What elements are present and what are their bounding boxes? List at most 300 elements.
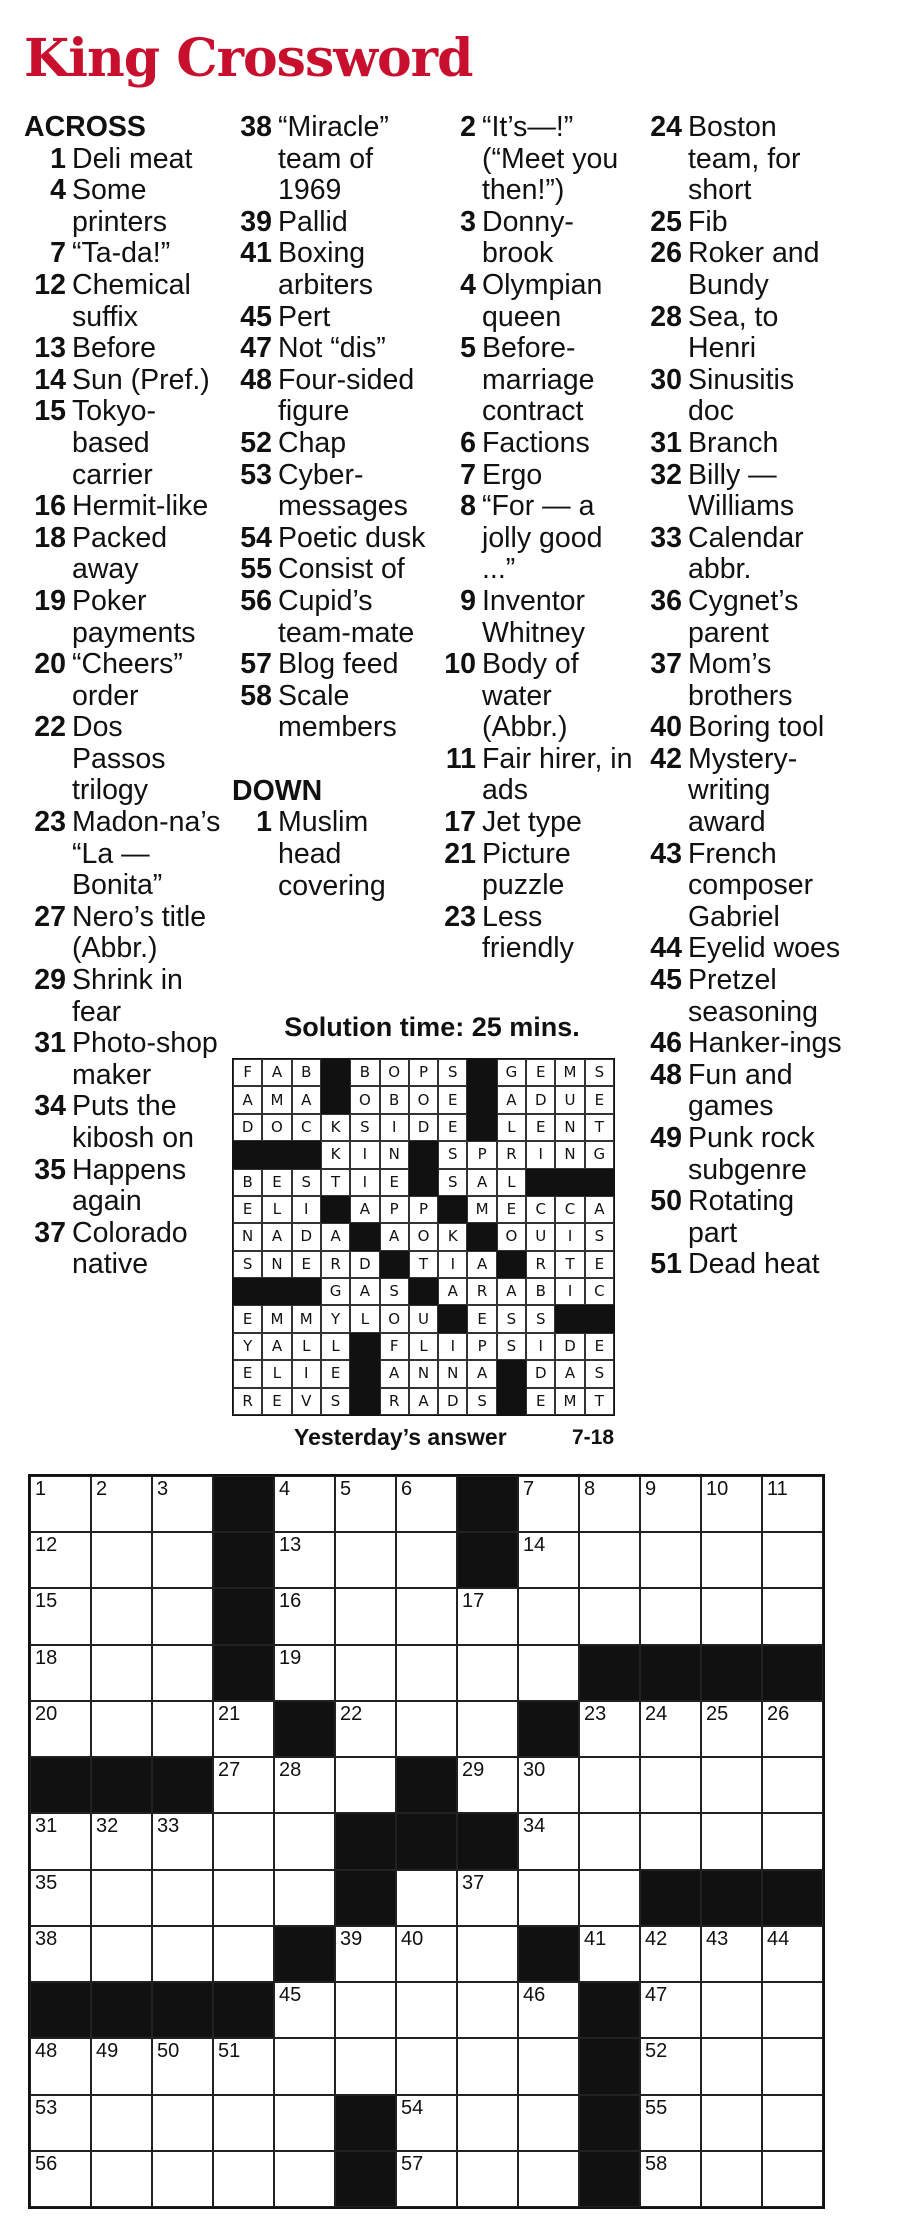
across-clue[interactable] bbox=[24, 238, 224, 270]
grid-black-square bbox=[457, 1813, 518, 1869]
clue-number: 31 bbox=[34, 1027, 66, 1060]
grid-cell[interactable] bbox=[274, 1757, 335, 1813]
grid-cell[interactable] bbox=[152, 1645, 213, 1701]
clue-number: 23 bbox=[34, 806, 66, 839]
grid-cell[interactable] bbox=[213, 1701, 274, 1757]
clue-number: 42 bbox=[650, 742, 682, 775]
cell-number: 43 bbox=[706, 1927, 729, 1950]
cell-number: 37 bbox=[462, 1871, 485, 1894]
down-clue[interactable] bbox=[436, 491, 636, 586]
grid-cell[interactable] bbox=[579, 1926, 640, 1982]
answer-letter: C bbox=[526, 1196, 555, 1223]
grid-cell[interactable] bbox=[396, 1926, 457, 1982]
grid-cell[interactable] bbox=[640, 1588, 701, 1644]
across-clue[interactable] bbox=[24, 586, 224, 649]
answer-letter: S bbox=[497, 1305, 526, 1332]
down-clue[interactable] bbox=[436, 428, 636, 460]
grid-cell[interactable] bbox=[457, 2151, 518, 2207]
grid-cell[interactable] bbox=[396, 1476, 457, 1532]
grid-cell[interactable] bbox=[518, 2151, 579, 2207]
across-clue[interactable] bbox=[232, 238, 432, 301]
grid-cell[interactable] bbox=[152, 1813, 213, 1869]
grid-cell[interactable] bbox=[518, 1813, 579, 1869]
across-clue[interactable] bbox=[24, 902, 224, 965]
grid-cell[interactable] bbox=[579, 1813, 640, 1869]
clue-number: 11 bbox=[445, 742, 476, 775]
answer-letter: D bbox=[526, 1360, 555, 1387]
yesterday-answer-date: 7-18 bbox=[572, 1426, 615, 1449]
grid-cell[interactable] bbox=[91, 2151, 152, 2207]
grid-cell[interactable] bbox=[640, 1476, 701, 1532]
grid-cell[interactable] bbox=[640, 1532, 701, 1588]
grid-cell[interactable] bbox=[30, 2095, 91, 2151]
across-clue[interactable] bbox=[232, 523, 432, 555]
clue-number: 23 bbox=[444, 900, 476, 933]
answer-letter: T bbox=[409, 1251, 438, 1278]
cell-number: 20 bbox=[35, 1702, 58, 1725]
across-clue[interactable] bbox=[24, 965, 224, 1028]
answer-letter: B bbox=[526, 1278, 555, 1305]
grid-cell[interactable] bbox=[579, 1476, 640, 1532]
grid-cell[interactable] bbox=[762, 1757, 823, 1813]
clue-text: Tokyo-based carrier bbox=[72, 395, 156, 491]
grid-black-square bbox=[518, 1926, 579, 1982]
clue-text: “Cheers” order bbox=[72, 648, 183, 712]
answer-letter: E bbox=[526, 1114, 555, 1141]
grid-cell[interactable] bbox=[701, 1588, 762, 1644]
down-clue[interactable] bbox=[642, 523, 842, 586]
grid-black-square bbox=[396, 1813, 457, 1869]
across-clue[interactable] bbox=[24, 807, 224, 902]
grid-cell[interactable] bbox=[335, 1701, 396, 1757]
down-clue[interactable] bbox=[436, 586, 636, 649]
grid-cell[interactable] bbox=[152, 1870, 213, 1926]
grid-cell[interactable] bbox=[396, 1701, 457, 1757]
across-clue[interactable] bbox=[232, 112, 432, 207]
grid-cell[interactable] bbox=[701, 2038, 762, 2094]
answer-letter: M bbox=[262, 1305, 291, 1332]
down-clue[interactable] bbox=[642, 712, 842, 744]
clue-text: Mystery-writing award bbox=[688, 742, 798, 839]
clue-number: 1 bbox=[50, 142, 66, 175]
grid-cell[interactable] bbox=[152, 1588, 213, 1644]
grid-cell[interactable] bbox=[213, 2151, 274, 2207]
clue-text: Eyelid woes bbox=[688, 932, 841, 965]
grid-cell[interactable] bbox=[213, 2038, 274, 2094]
grid-black-square bbox=[640, 1870, 701, 1926]
crossword-grid[interactable] bbox=[28, 1474, 825, 2209]
grid-cell[interactable] bbox=[579, 1870, 640, 1926]
across-clue[interactable] bbox=[232, 460, 432, 523]
grid-cell[interactable] bbox=[335, 2038, 396, 2094]
grid-cell[interactable] bbox=[701, 1982, 762, 2038]
grid-cell[interactable] bbox=[91, 1926, 152, 1982]
answer-letter: E bbox=[233, 1305, 262, 1332]
grid-cell[interactable] bbox=[518, 2038, 579, 2094]
down-clue[interactable] bbox=[436, 112, 636, 207]
across-clue[interactable] bbox=[24, 649, 224, 712]
grid-cell[interactable] bbox=[457, 1588, 518, 1644]
clue-number: 25 bbox=[650, 205, 682, 238]
across-clue[interactable] bbox=[232, 302, 432, 334]
across-clue[interactable] bbox=[24, 365, 224, 397]
clue-number: 55 bbox=[240, 553, 272, 586]
cell-number: 42 bbox=[645, 1927, 668, 1950]
down-clue[interactable] bbox=[642, 1186, 842, 1249]
down-clue[interactable] bbox=[642, 428, 842, 460]
grid-cell[interactable] bbox=[152, 1701, 213, 1757]
answer-letter: E bbox=[438, 1114, 467, 1141]
grid-cell[interactable] bbox=[762, 1982, 823, 2038]
grid-cell[interactable] bbox=[91, 1701, 152, 1757]
down-clue[interactable] bbox=[436, 333, 636, 428]
grid-cell[interactable] bbox=[762, 1476, 823, 1532]
answer-black-square bbox=[585, 1169, 614, 1196]
grid-cell[interactable] bbox=[335, 1926, 396, 1982]
grid-black-square bbox=[396, 1757, 457, 1813]
answer-letter: E bbox=[380, 1169, 409, 1196]
answer-letter: L bbox=[262, 1360, 291, 1387]
grid-cell[interactable] bbox=[518, 1588, 579, 1644]
clue-number: 12 bbox=[34, 268, 66, 301]
clue-text: Nero’s title (Abbr.) bbox=[72, 900, 207, 965]
grid-cell[interactable] bbox=[30, 1645, 91, 1701]
clue-text: Sun (Pref.) bbox=[72, 363, 210, 396]
yesterday-answer-grid bbox=[232, 1058, 615, 1416]
across-clue[interactable] bbox=[24, 712, 224, 807]
across-clue[interactable] bbox=[24, 1028, 224, 1091]
grid-cell[interactable] bbox=[152, 1926, 213, 1982]
grid-cell[interactable] bbox=[457, 2095, 518, 2151]
grid-cell[interactable] bbox=[152, 2095, 213, 2151]
grid-cell[interactable] bbox=[335, 1757, 396, 1813]
answer-letter: T bbox=[321, 1169, 350, 1196]
grid-cell[interactable] bbox=[701, 1757, 762, 1813]
clue-text: Consist of bbox=[278, 553, 405, 586]
grid-cell[interactable] bbox=[579, 1532, 640, 1588]
grid-cell[interactable] bbox=[30, 1532, 91, 1588]
across-clue[interactable] bbox=[24, 1091, 224, 1154]
grid-cell[interactable] bbox=[30, 1701, 91, 1757]
grid-cell[interactable] bbox=[457, 1701, 518, 1757]
grid-cell[interactable] bbox=[91, 1532, 152, 1588]
answer-letter: E bbox=[262, 1169, 291, 1196]
grid-cell[interactable] bbox=[762, 1701, 823, 1757]
clue-text: Fair hirer, in ads bbox=[482, 742, 633, 807]
grid-cell[interactable] bbox=[762, 2151, 823, 2207]
down-clue[interactable] bbox=[642, 965, 842, 1028]
grid-cell[interactable] bbox=[457, 1926, 518, 1982]
grid-cell[interactable] bbox=[335, 1645, 396, 1701]
down-clue[interactable] bbox=[642, 365, 842, 428]
clue-column-1 bbox=[24, 112, 224, 1281]
clue-text: Before-marriage contract bbox=[482, 332, 595, 428]
clue-number: 38 bbox=[240, 111, 272, 143]
grid-cell[interactable] bbox=[518, 2095, 579, 2151]
grid-cell[interactable] bbox=[762, 1926, 823, 1982]
grid-black-square bbox=[701, 1870, 762, 1926]
answer-letter: E bbox=[497, 1196, 526, 1223]
grid-cell[interactable] bbox=[640, 1982, 701, 2038]
grid-cell[interactable] bbox=[335, 1588, 396, 1644]
grid-cell[interactable] bbox=[274, 1813, 335, 1869]
grid-cell[interactable] bbox=[91, 1645, 152, 1701]
clue-number: 17 bbox=[444, 806, 476, 839]
grid-cell[interactable] bbox=[396, 1870, 457, 1926]
grid-cell[interactable] bbox=[701, 2151, 762, 2207]
grid-cell[interactable] bbox=[274, 1645, 335, 1701]
grid-cell[interactable] bbox=[91, 1476, 152, 1532]
across-clue[interactable] bbox=[24, 144, 224, 176]
down-clue[interactable] bbox=[436, 744, 636, 807]
down-clue[interactable] bbox=[232, 807, 432, 902]
clue-column-4 bbox=[642, 112, 842, 1281]
answer-letter: N bbox=[409, 1360, 438, 1387]
grid-cell[interactable] bbox=[335, 1476, 396, 1532]
grid-cell[interactable] bbox=[640, 1926, 701, 1982]
answer-black-square bbox=[262, 1141, 291, 1168]
grid-cell[interactable] bbox=[335, 1982, 396, 2038]
grid-cell[interactable] bbox=[274, 1870, 335, 1926]
down-clue[interactable] bbox=[642, 1249, 842, 1281]
clue-text: French composer Gabriel bbox=[688, 837, 814, 933]
down-clue[interactable] bbox=[642, 933, 842, 965]
grid-cell[interactable] bbox=[457, 1982, 518, 2038]
grid-cell[interactable] bbox=[213, 1813, 274, 1869]
answer-letter: I bbox=[350, 1141, 379, 1168]
across-clue[interactable] bbox=[232, 365, 432, 428]
grid-cell[interactable] bbox=[30, 1476, 91, 1532]
grid-cell[interactable] bbox=[518, 1645, 579, 1701]
answer-letter: I bbox=[292, 1360, 321, 1387]
clue-number: 37 bbox=[34, 1216, 66, 1249]
down-clue[interactable] bbox=[436, 649, 636, 744]
grid-cell[interactable] bbox=[91, 2038, 152, 2094]
grid-cell[interactable] bbox=[274, 2151, 335, 2207]
clue-text: Jet type bbox=[482, 806, 582, 839]
clue-text: Shrink in fear bbox=[72, 964, 183, 1028]
across-clue[interactable] bbox=[232, 207, 432, 239]
grid-cell[interactable] bbox=[152, 2151, 213, 2207]
clue-number: 24 bbox=[650, 111, 682, 143]
grid-cell[interactable] bbox=[579, 1701, 640, 1757]
answer-black-square bbox=[467, 1114, 496, 1141]
grid-cell[interactable] bbox=[640, 1701, 701, 1757]
grid-cell[interactable] bbox=[91, 1588, 152, 1644]
answer-letter: N bbox=[555, 1114, 584, 1141]
down-clue[interactable] bbox=[642, 1028, 842, 1060]
grid-cell[interactable] bbox=[30, 1588, 91, 1644]
grid-cell[interactable] bbox=[518, 1870, 579, 1926]
clue-number: 32 bbox=[650, 458, 682, 491]
grid-cell[interactable] bbox=[274, 2038, 335, 2094]
clue-text: Poetic dusk bbox=[278, 521, 426, 554]
clue-number: 4 bbox=[460, 268, 476, 301]
grid-cell[interactable] bbox=[213, 1870, 274, 1926]
grid-cell[interactable] bbox=[30, 1813, 91, 1869]
grid-black-square bbox=[579, 2151, 640, 2207]
clue-text: Not “dis” bbox=[278, 332, 386, 365]
down-clue[interactable] bbox=[642, 207, 842, 239]
clue-number: 30 bbox=[650, 363, 682, 396]
down-clue[interactable] bbox=[642, 302, 842, 365]
grid-cell[interactable] bbox=[274, 1532, 335, 1588]
cell-number: 41 bbox=[584, 1927, 607, 1950]
across-clue[interactable] bbox=[232, 428, 432, 460]
across-clue[interactable] bbox=[232, 554, 432, 586]
down-clue[interactable] bbox=[642, 238, 842, 301]
grid-cell[interactable] bbox=[152, 1532, 213, 1588]
grid-cell[interactable] bbox=[518, 1757, 579, 1813]
down-clue[interactable] bbox=[642, 586, 842, 649]
grid-cell[interactable] bbox=[213, 1757, 274, 1813]
answer-letter: O bbox=[380, 1305, 409, 1332]
answer-black-square bbox=[497, 1360, 526, 1387]
grid-cell[interactable] bbox=[396, 1645, 457, 1701]
answer-letter: A bbox=[350, 1278, 379, 1305]
grid-black-square bbox=[213, 1532, 274, 1588]
grid-cell[interactable] bbox=[701, 1926, 762, 1982]
clue-text: Body of water (Abbr.) bbox=[482, 648, 579, 744]
grid-cell[interactable] bbox=[213, 2095, 274, 2151]
cell-number: 55 bbox=[645, 2096, 668, 2119]
grid-cell[interactable] bbox=[762, 2095, 823, 2151]
answer-letter: S bbox=[585, 1223, 614, 1250]
across-clue[interactable] bbox=[24, 333, 224, 365]
grid-cell[interactable] bbox=[518, 1476, 579, 1532]
down-clue[interactable] bbox=[436, 839, 636, 902]
grid-cell[interactable] bbox=[457, 1757, 518, 1813]
across-clue[interactable] bbox=[24, 523, 224, 586]
grid-cell[interactable] bbox=[701, 1813, 762, 1869]
answer-letter: S bbox=[321, 1388, 350, 1415]
grid-cell[interactable] bbox=[91, 2095, 152, 2151]
answer-letter: L bbox=[350, 1305, 379, 1332]
grid-cell[interactable] bbox=[30, 2151, 91, 2207]
answer-letter: K bbox=[321, 1141, 350, 1168]
down-clue[interactable] bbox=[642, 839, 842, 934]
grid-cell[interactable] bbox=[274, 1588, 335, 1644]
grid-cell[interactable] bbox=[396, 2038, 457, 2094]
grid-cell[interactable] bbox=[274, 1982, 335, 2038]
answer-letter: S bbox=[292, 1169, 321, 1196]
grid-cell[interactable] bbox=[640, 2038, 701, 2094]
answer-black-square bbox=[526, 1169, 555, 1196]
across-clue[interactable] bbox=[24, 491, 224, 523]
grid-cell[interactable] bbox=[396, 1532, 457, 1588]
down-clue[interactable] bbox=[436, 902, 636, 965]
clue-text: Branch bbox=[688, 426, 779, 459]
cell-number: 25 bbox=[706, 1702, 729, 1725]
grid-cell[interactable] bbox=[30, 1870, 91, 1926]
down-clue[interactable] bbox=[436, 807, 636, 839]
across-clue[interactable] bbox=[232, 333, 432, 365]
clue-text: Chemical suffix bbox=[72, 268, 191, 333]
grid-cell[interactable] bbox=[579, 1588, 640, 1644]
clue-number: 45 bbox=[240, 300, 272, 333]
grid-cell[interactable] bbox=[701, 2095, 762, 2151]
grid-cell[interactable] bbox=[91, 1813, 152, 1869]
grid-cell[interactable] bbox=[457, 1870, 518, 1926]
grid-cell[interactable] bbox=[701, 1532, 762, 1588]
down-clue[interactable] bbox=[436, 207, 636, 270]
answer-letter: A bbox=[262, 1223, 291, 1250]
across-clue[interactable] bbox=[24, 175, 224, 238]
grid-cell[interactable] bbox=[396, 1982, 457, 2038]
grid-cell[interactable] bbox=[30, 2038, 91, 2094]
answer-letter: P bbox=[467, 1141, 496, 1168]
down-clue[interactable] bbox=[436, 460, 636, 492]
grid-cell[interactable] bbox=[91, 1870, 152, 1926]
clue-number: 51 bbox=[650, 1248, 682, 1281]
grid-cell[interactable] bbox=[30, 1926, 91, 1982]
across-clue[interactable] bbox=[24, 1218, 224, 1281]
answer-letter: I bbox=[438, 1333, 467, 1360]
grid-cell[interactable] bbox=[762, 1813, 823, 1869]
grid-cell[interactable] bbox=[457, 1645, 518, 1701]
grid-cell[interactable] bbox=[762, 2038, 823, 2094]
down-clue[interactable] bbox=[642, 744, 842, 839]
grid-cell[interactable] bbox=[152, 1476, 213, 1532]
down-clue[interactable] bbox=[642, 649, 842, 712]
across-clue[interactable] bbox=[24, 396, 224, 491]
clue-text: Rotating part bbox=[688, 1185, 795, 1249]
across-clue[interactable] bbox=[232, 681, 432, 744]
clue-text: Factions bbox=[482, 426, 590, 459]
grid-cell[interactable] bbox=[335, 1532, 396, 1588]
across-clue[interactable] bbox=[232, 586, 432, 649]
grid-cell[interactable] bbox=[457, 2038, 518, 2094]
grid-cell[interactable] bbox=[518, 1982, 579, 2038]
grid-cell[interactable] bbox=[640, 1757, 701, 1813]
grid-cell[interactable] bbox=[640, 2095, 701, 2151]
down-clue[interactable] bbox=[436, 270, 636, 333]
grid-cell[interactable] bbox=[640, 2151, 701, 2207]
down-clue[interactable] bbox=[642, 1123, 842, 1186]
down-header: DOWN bbox=[232, 774, 323, 807]
grid-cell[interactable] bbox=[701, 1701, 762, 1757]
down-clue[interactable] bbox=[642, 1060, 842, 1123]
grid-cell[interactable] bbox=[579, 1757, 640, 1813]
grid-cell[interactable] bbox=[518, 1532, 579, 1588]
grid-cell[interactable] bbox=[701, 1476, 762, 1532]
grid-cell[interactable] bbox=[762, 1532, 823, 1588]
grid-cell[interactable] bbox=[762, 1588, 823, 1644]
across-clue[interactable] bbox=[24, 270, 224, 333]
across-clue[interactable] bbox=[24, 1155, 224, 1218]
answer-letter: O bbox=[497, 1223, 526, 1250]
grid-cell[interactable] bbox=[152, 2038, 213, 2094]
grid-cell[interactable] bbox=[274, 1476, 335, 1532]
down-clue[interactable] bbox=[642, 112, 842, 207]
answer-letter: P bbox=[380, 1196, 409, 1223]
grid-black-square bbox=[335, 1813, 396, 1869]
grid-cell[interactable] bbox=[396, 2095, 457, 2151]
answer-letter: I bbox=[526, 1141, 555, 1168]
clue-number: 35 bbox=[34, 1153, 66, 1186]
answer-letter: E bbox=[233, 1360, 262, 1387]
grid-cell[interactable] bbox=[213, 1926, 274, 1982]
clue-text: Packed away bbox=[72, 521, 168, 586]
down-clue[interactable] bbox=[642, 460, 842, 523]
across-clue[interactable] bbox=[232, 649, 432, 681]
answer-letter: A bbox=[380, 1360, 409, 1387]
grid-cell[interactable] bbox=[396, 2151, 457, 2207]
grid-cell[interactable] bbox=[640, 1813, 701, 1869]
answer-letter: I bbox=[555, 1223, 584, 1250]
grid-cell[interactable] bbox=[274, 2095, 335, 2151]
grid-cell[interactable] bbox=[396, 1588, 457, 1644]
